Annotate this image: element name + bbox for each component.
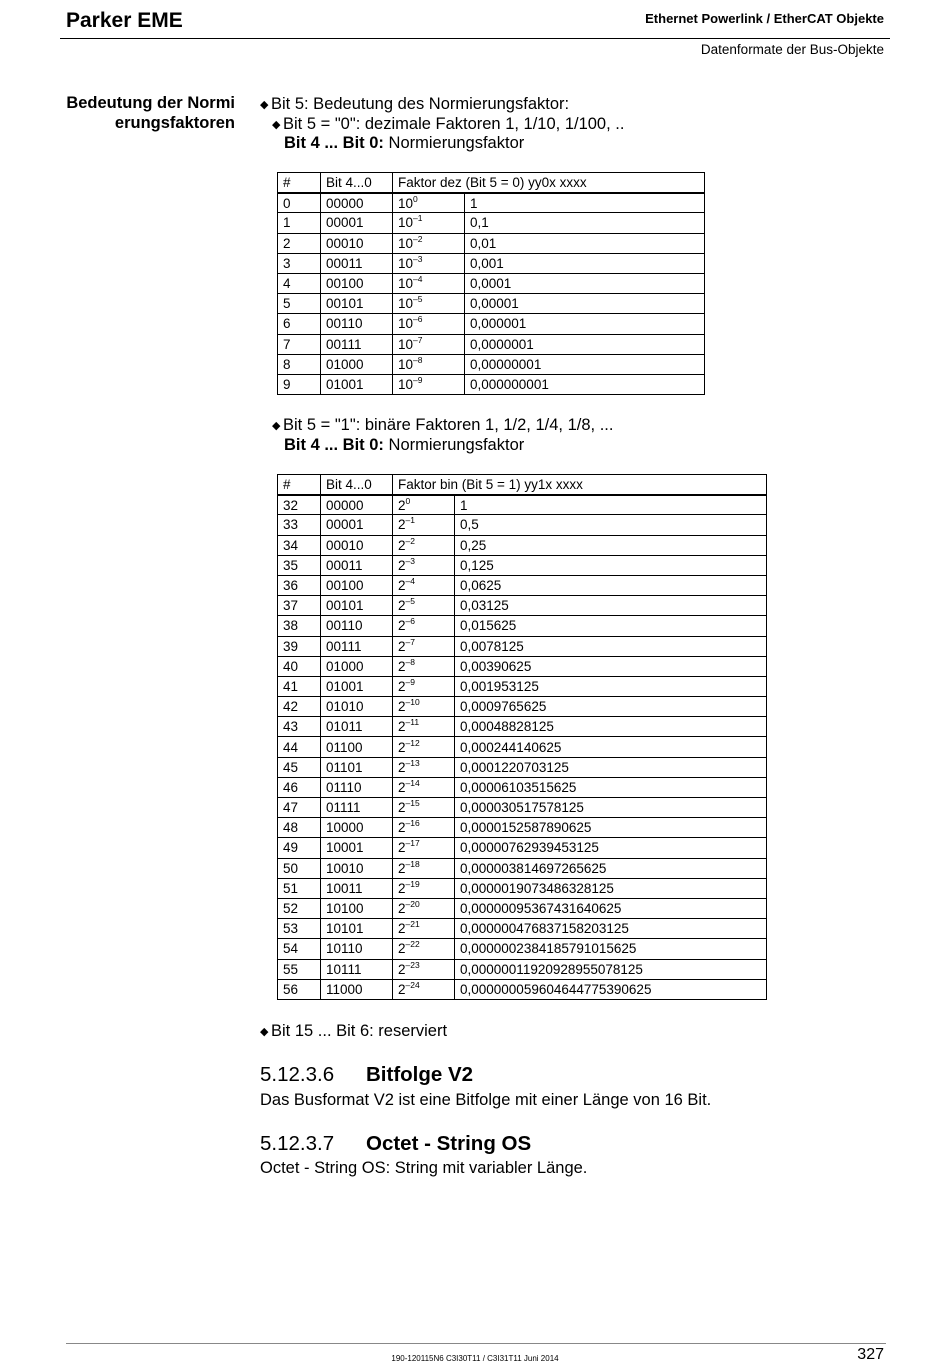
decimal-factor-table bbox=[277, 172, 705, 395]
section-title: Bitfolge V2 bbox=[366, 1063, 474, 1086]
row-bits: 00110 bbox=[321, 616, 393, 636]
row-index: 39 bbox=[278, 636, 321, 656]
row-index: 36 bbox=[278, 575, 321, 595]
header-subtitle: Datenformate der Bus-Objekte bbox=[700, 42, 884, 57]
power-base: 2 bbox=[398, 618, 406, 634]
power-exponent: –4 bbox=[413, 274, 423, 285]
row-index: 50 bbox=[278, 858, 321, 878]
power-base: 2 bbox=[398, 880, 406, 896]
power-base: 10 bbox=[398, 276, 414, 292]
row-power bbox=[393, 737, 455, 757]
row-power bbox=[393, 898, 455, 918]
power-base: 10 bbox=[398, 356, 414, 372]
power-base: 10 bbox=[398, 316, 414, 332]
row-index: 40 bbox=[278, 656, 321, 676]
row-bits: 00101 bbox=[321, 294, 393, 314]
power-exponent: –10 bbox=[405, 697, 420, 708]
power-base: 10 bbox=[398, 255, 414, 271]
table-row bbox=[278, 898, 767, 918]
table-row bbox=[278, 777, 767, 797]
power-base: 2 bbox=[398, 719, 406, 735]
table-row bbox=[278, 314, 705, 334]
row-index: 46 bbox=[278, 777, 321, 797]
power-base: 2 bbox=[398, 517, 406, 533]
power-exponent: –11 bbox=[405, 717, 420, 728]
power-exponent: –2 bbox=[413, 233, 423, 244]
table-row bbox=[278, 535, 767, 555]
row-bits: 00000 bbox=[321, 495, 393, 515]
row-index: 1 bbox=[278, 213, 321, 233]
row-index: 45 bbox=[278, 757, 321, 777]
row-value: 0,0009765625 bbox=[455, 697, 767, 717]
col-index-header: # bbox=[278, 173, 321, 193]
row-value: 0,001 bbox=[465, 253, 705, 273]
side-label-text: Bedeutung der Normierungsfaktoren bbox=[66, 94, 235, 132]
power-base: 2 bbox=[398, 497, 406, 513]
power-base: 2 bbox=[398, 739, 406, 755]
power-base: 10 bbox=[398, 376, 414, 392]
row-power bbox=[393, 354, 465, 374]
row-index: 35 bbox=[278, 555, 321, 575]
table-row bbox=[278, 757, 767, 777]
row-power bbox=[393, 878, 455, 898]
row-value: 0,0000019073486328125 bbox=[455, 878, 767, 898]
row-bits: 10011 bbox=[321, 878, 393, 898]
bin-bits-line bbox=[284, 435, 524, 455]
row-bits: 00010 bbox=[321, 535, 393, 555]
row-value: 0,5 bbox=[455, 515, 767, 535]
row-value: 0,01 bbox=[465, 233, 705, 253]
row-value: 0,0078125 bbox=[455, 636, 767, 656]
row-value: 0,015625 bbox=[455, 616, 767, 636]
power-base: 2 bbox=[398, 699, 406, 715]
power-exponent: –9 bbox=[413, 374, 423, 385]
row-value: 0,0000152587890625 bbox=[455, 818, 767, 838]
power-exponent: –22 bbox=[405, 939, 420, 950]
bin-bits-bold: Bit 4 ... Bit 0: bbox=[284, 436, 384, 454]
power-base: 2 bbox=[398, 961, 406, 977]
row-bits: 10100 bbox=[321, 898, 393, 918]
table-row bbox=[278, 656, 767, 676]
section-os-body: Octet - String OS: String mit variabler Länge. bbox=[260, 1159, 588, 1177]
row-index: 3 bbox=[278, 253, 321, 273]
row-bits: 00100 bbox=[321, 575, 393, 595]
row-value: 0,0000002384185791015625 bbox=[455, 939, 767, 959]
row-bits: 00001 bbox=[321, 515, 393, 535]
row-value: 0,0001 bbox=[465, 273, 705, 293]
row-power bbox=[393, 777, 455, 797]
power-exponent: –5 bbox=[405, 596, 415, 607]
row-power bbox=[393, 798, 455, 818]
diamond-bullet-icon: ◆ bbox=[272, 420, 281, 432]
col-bits-header: Bit 4...0 bbox=[321, 173, 393, 193]
row-bits: 10000 bbox=[321, 818, 393, 838]
row-value: 0,00048828125 bbox=[455, 717, 767, 737]
power-exponent: –16 bbox=[405, 818, 420, 829]
power-exponent: –8 bbox=[413, 354, 423, 365]
section-heading-os bbox=[260, 1132, 531, 1156]
row-index: 47 bbox=[278, 798, 321, 818]
row-power bbox=[393, 334, 465, 354]
row-value: 0,00000011920928955078125 bbox=[455, 959, 767, 979]
row-value: 0,000000001 bbox=[465, 374, 705, 394]
row-bits: 00101 bbox=[321, 596, 393, 616]
row-bits: 10111 bbox=[321, 959, 393, 979]
table-row bbox=[278, 253, 705, 273]
row-bits: 00111 bbox=[321, 334, 393, 354]
row-power bbox=[393, 979, 455, 999]
row-index: 6 bbox=[278, 314, 321, 334]
bin-bits-rest: Normierungsfaktor bbox=[383, 436, 525, 454]
power-base: 10 bbox=[398, 336, 414, 352]
row-index: 41 bbox=[278, 676, 321, 696]
row-index: 32 bbox=[278, 495, 321, 515]
diamond-bullet-icon: ◆ bbox=[272, 119, 281, 131]
row-power bbox=[393, 233, 465, 253]
power-base: 2 bbox=[398, 901, 406, 917]
row-value: 0,00000001 bbox=[465, 354, 705, 374]
row-value: 0,00006103515625 bbox=[455, 777, 767, 797]
power-exponent: –15 bbox=[405, 798, 420, 809]
row-index: 2 bbox=[278, 233, 321, 253]
dec-condition-line bbox=[272, 114, 624, 135]
table-row bbox=[278, 919, 767, 939]
side-label bbox=[60, 94, 235, 133]
power-exponent: –23 bbox=[405, 959, 420, 970]
power-exponent: –14 bbox=[405, 777, 420, 788]
power-exponent: –21 bbox=[405, 919, 420, 930]
row-value: 0,001953125 bbox=[455, 676, 767, 696]
row-power bbox=[393, 575, 455, 595]
table-row bbox=[278, 717, 767, 737]
table-row bbox=[278, 555, 767, 575]
row-index: 53 bbox=[278, 919, 321, 939]
row-bits: 01001 bbox=[321, 374, 393, 394]
row-bits: 10110 bbox=[321, 939, 393, 959]
section-heading-v2 bbox=[260, 1063, 473, 1087]
page-number: 327 bbox=[857, 1346, 884, 1363]
row-value: 0,1 bbox=[465, 213, 705, 233]
row-value: 1 bbox=[455, 495, 767, 515]
row-power bbox=[393, 535, 455, 555]
power-base: 2 bbox=[398, 840, 406, 856]
power-base: 2 bbox=[398, 759, 406, 775]
power-base: 2 bbox=[398, 921, 406, 937]
power-exponent: –19 bbox=[405, 878, 420, 889]
row-power bbox=[393, 374, 465, 394]
power-base: 2 bbox=[398, 537, 406, 553]
table-row bbox=[278, 213, 705, 233]
power-base: 2 bbox=[398, 779, 406, 795]
row-index: 51 bbox=[278, 878, 321, 898]
power-exponent: –24 bbox=[405, 979, 420, 990]
row-bits: 00001 bbox=[321, 213, 393, 233]
table-row bbox=[278, 193, 705, 213]
row-power bbox=[393, 656, 455, 676]
power-exponent: –7 bbox=[413, 334, 423, 345]
row-value: 0,000030517578125 bbox=[455, 798, 767, 818]
table-row bbox=[278, 233, 705, 253]
power-base: 2 bbox=[398, 800, 406, 816]
col-factor-header: Faktor dez (Bit 5 = 0) yy0x xxxx bbox=[393, 173, 705, 193]
row-index: 38 bbox=[278, 616, 321, 636]
row-bits: 10101 bbox=[321, 919, 393, 939]
power-base: 2 bbox=[398, 820, 406, 836]
power-exponent: –20 bbox=[405, 899, 420, 910]
table-row bbox=[278, 616, 767, 636]
table-row bbox=[278, 878, 767, 898]
row-index: 49 bbox=[278, 838, 321, 858]
row-index: 42 bbox=[278, 697, 321, 717]
power-exponent: –6 bbox=[413, 314, 423, 325]
row-bits: 00000 bbox=[321, 193, 393, 213]
row-bits: 01000 bbox=[321, 354, 393, 374]
row-bits: 01100 bbox=[321, 737, 393, 757]
row-power bbox=[393, 838, 455, 858]
row-value: 0,000003814697265625 bbox=[455, 858, 767, 878]
table-row bbox=[278, 959, 767, 979]
power-exponent: –17 bbox=[405, 838, 420, 849]
footer-rule bbox=[66, 1343, 886, 1344]
col-bits-header: Bit 4...0 bbox=[321, 475, 393, 495]
row-power bbox=[393, 294, 465, 314]
row-index: 7 bbox=[278, 334, 321, 354]
power-base: 2 bbox=[398, 557, 406, 573]
table-row bbox=[278, 334, 705, 354]
diamond-bullet-icon: ◆ bbox=[260, 99, 269, 111]
row-bits: 00100 bbox=[321, 273, 393, 293]
row-bits: 01001 bbox=[321, 676, 393, 696]
row-power bbox=[393, 515, 455, 535]
section-number: 5.12.3.7 bbox=[260, 1132, 335, 1155]
row-bits: 00010 bbox=[321, 233, 393, 253]
row-bits: 01111 bbox=[321, 798, 393, 818]
row-index: 52 bbox=[278, 898, 321, 918]
table-row bbox=[278, 374, 705, 394]
row-value: 0,00000095367431640625 bbox=[455, 898, 767, 918]
row-power bbox=[393, 919, 455, 939]
power-base: 2 bbox=[398, 860, 406, 876]
power-base: 10 bbox=[398, 296, 414, 312]
power-exponent: 0 bbox=[413, 193, 418, 204]
row-index: 44 bbox=[278, 737, 321, 757]
power-base: 10 bbox=[398, 215, 414, 231]
table-row bbox=[278, 575, 767, 595]
row-power bbox=[393, 676, 455, 696]
table-row bbox=[278, 495, 767, 515]
table-row bbox=[278, 294, 705, 314]
power-base: 2 bbox=[398, 678, 406, 694]
power-exponent: –1 bbox=[405, 515, 415, 526]
section-v2-body: Das Busformat V2 ist eine Bitfolge mit einer Länge von 16 Bit. bbox=[260, 1091, 712, 1109]
table-row bbox=[278, 515, 767, 535]
row-value: 0,0001220703125 bbox=[455, 757, 767, 777]
row-power bbox=[393, 939, 455, 959]
row-power bbox=[393, 818, 455, 838]
header-brand: Parker EME bbox=[66, 9, 183, 32]
row-power bbox=[393, 858, 455, 878]
row-value: 0,000000059604644775390625 bbox=[455, 979, 767, 999]
power-exponent: –5 bbox=[413, 294, 423, 305]
table-row bbox=[278, 354, 705, 374]
row-bits: 01101 bbox=[321, 757, 393, 777]
row-index: 54 bbox=[278, 939, 321, 959]
row-power bbox=[393, 636, 455, 656]
dec-condition-text: Bit 5 = "0": dezimale Faktoren 1, 1/10, 1/100, .. bbox=[283, 115, 625, 133]
power-base: 2 bbox=[398, 598, 406, 614]
row-index: 5 bbox=[278, 294, 321, 314]
power-exponent: –12 bbox=[405, 737, 420, 748]
diamond-bullet-icon: ◆ bbox=[260, 1026, 269, 1038]
row-bits: 10001 bbox=[321, 838, 393, 858]
row-value: 0,00390625 bbox=[455, 656, 767, 676]
row-power bbox=[393, 596, 455, 616]
power-base: 2 bbox=[398, 941, 406, 957]
row-value: 0,000244140625 bbox=[455, 737, 767, 757]
table-row bbox=[278, 979, 767, 999]
row-index: 43 bbox=[278, 717, 321, 737]
reserved-line bbox=[260, 1021, 447, 1042]
row-power bbox=[393, 253, 465, 273]
power-exponent: –13 bbox=[405, 757, 420, 768]
row-index: 56 bbox=[278, 979, 321, 999]
row-power bbox=[393, 757, 455, 777]
row-value: 0,00001 bbox=[465, 294, 705, 314]
table-header-row bbox=[278, 475, 767, 495]
table-row bbox=[278, 798, 767, 818]
row-power bbox=[393, 273, 465, 293]
row-bits: 11000 bbox=[321, 979, 393, 999]
power-exponent: –2 bbox=[405, 535, 415, 546]
bin-condition-text: Bit 5 = "1": binäre Faktoren 1, 1/2, 1/4, 1/8, ... bbox=[283, 416, 614, 434]
row-value: 0,000001 bbox=[465, 314, 705, 334]
power-exponent: –9 bbox=[405, 676, 415, 687]
table-row bbox=[278, 676, 767, 696]
row-value: 0,125 bbox=[455, 555, 767, 575]
row-index: 48 bbox=[278, 818, 321, 838]
table-row bbox=[278, 858, 767, 878]
row-index: 34 bbox=[278, 535, 321, 555]
row-power bbox=[393, 959, 455, 979]
power-exponent: –4 bbox=[405, 576, 415, 587]
row-power bbox=[393, 213, 465, 233]
row-power bbox=[393, 616, 455, 636]
power-exponent: 0 bbox=[405, 495, 411, 506]
row-bits: 01110 bbox=[321, 777, 393, 797]
row-index: 33 bbox=[278, 515, 321, 535]
col-factor-header: Faktor bin (Bit 5 = 1) yy1x xxxx bbox=[393, 475, 767, 495]
row-power bbox=[393, 495, 455, 515]
table-row bbox=[278, 838, 767, 858]
power-base: 10 bbox=[398, 195, 414, 211]
footer-doc-id: 190-120115N6 C3I30T11 / C3I31T11 Juni 2014 bbox=[391, 1354, 559, 1363]
row-power bbox=[393, 717, 455, 737]
table-row bbox=[278, 737, 767, 757]
row-index: 4 bbox=[278, 273, 321, 293]
reserved-text: Bit 15 ... Bit 6: reserviert bbox=[271, 1022, 448, 1040]
row-bits: 10010 bbox=[321, 858, 393, 878]
power-base: 2 bbox=[398, 578, 406, 594]
row-index: 9 bbox=[278, 374, 321, 394]
row-value: 0,00000762939453125 bbox=[455, 838, 767, 858]
row-index: 37 bbox=[278, 596, 321, 616]
row-value: 0,25 bbox=[455, 535, 767, 555]
row-power bbox=[393, 697, 455, 717]
binary-factor-table bbox=[277, 474, 767, 1000]
bit5-intro-line bbox=[260, 94, 569, 115]
row-value: 0,0625 bbox=[455, 575, 767, 595]
bin-condition-line bbox=[272, 415, 613, 436]
row-bits: 00011 bbox=[321, 253, 393, 273]
power-exponent: –3 bbox=[405, 555, 415, 566]
power-exponent: –8 bbox=[405, 656, 415, 667]
row-value: 0,0000001 bbox=[465, 334, 705, 354]
dec-bits-rest: Normierungsfaktor bbox=[383, 134, 525, 152]
row-value: 0,03125 bbox=[455, 596, 767, 616]
bit5-intro-text: Bit 5: Bedeutung des Normierungsfaktor: bbox=[271, 95, 570, 113]
table-row bbox=[278, 818, 767, 838]
row-index: 55 bbox=[278, 959, 321, 979]
row-value: 1 bbox=[465, 193, 705, 213]
power-base: 2 bbox=[398, 658, 406, 674]
power-base: 2 bbox=[398, 638, 406, 654]
table-header-row bbox=[278, 173, 705, 193]
row-bits: 00011 bbox=[321, 555, 393, 575]
section-number: 5.12.3.6 bbox=[260, 1063, 335, 1086]
row-bits: 01010 bbox=[321, 697, 393, 717]
row-power bbox=[393, 314, 465, 334]
power-exponent: –1 bbox=[413, 213, 423, 224]
row-bits: 01000 bbox=[321, 656, 393, 676]
table-row bbox=[278, 273, 705, 293]
row-bits: 00111 bbox=[321, 636, 393, 656]
row-power bbox=[393, 555, 455, 575]
power-exponent: –18 bbox=[405, 858, 420, 869]
row-value: 0,000000476837158203125 bbox=[455, 919, 767, 939]
power-base: 2 bbox=[398, 981, 406, 997]
header-rule bbox=[60, 38, 890, 39]
row-index: 0 bbox=[278, 193, 321, 213]
table-row bbox=[278, 636, 767, 656]
power-exponent: –3 bbox=[413, 253, 423, 264]
table-row bbox=[278, 596, 767, 616]
row-bits: 01011 bbox=[321, 717, 393, 737]
table-row bbox=[278, 697, 767, 717]
power-base: 10 bbox=[398, 235, 414, 251]
section-title: Octet - String OS bbox=[366, 1132, 532, 1155]
col-index-header: # bbox=[278, 475, 321, 495]
power-exponent: –7 bbox=[405, 636, 415, 647]
dec-bits-bold: Bit 4 ... Bit 0: bbox=[284, 134, 384, 152]
dec-bits-line bbox=[284, 133, 524, 153]
row-bits: 00110 bbox=[321, 314, 393, 334]
power-exponent: –6 bbox=[405, 616, 415, 627]
header-title: Ethernet Powerlink / EtherCAT Objekte bbox=[645, 11, 884, 26]
row-power bbox=[393, 193, 465, 213]
table-row bbox=[278, 939, 767, 959]
row-index: 8 bbox=[278, 354, 321, 374]
